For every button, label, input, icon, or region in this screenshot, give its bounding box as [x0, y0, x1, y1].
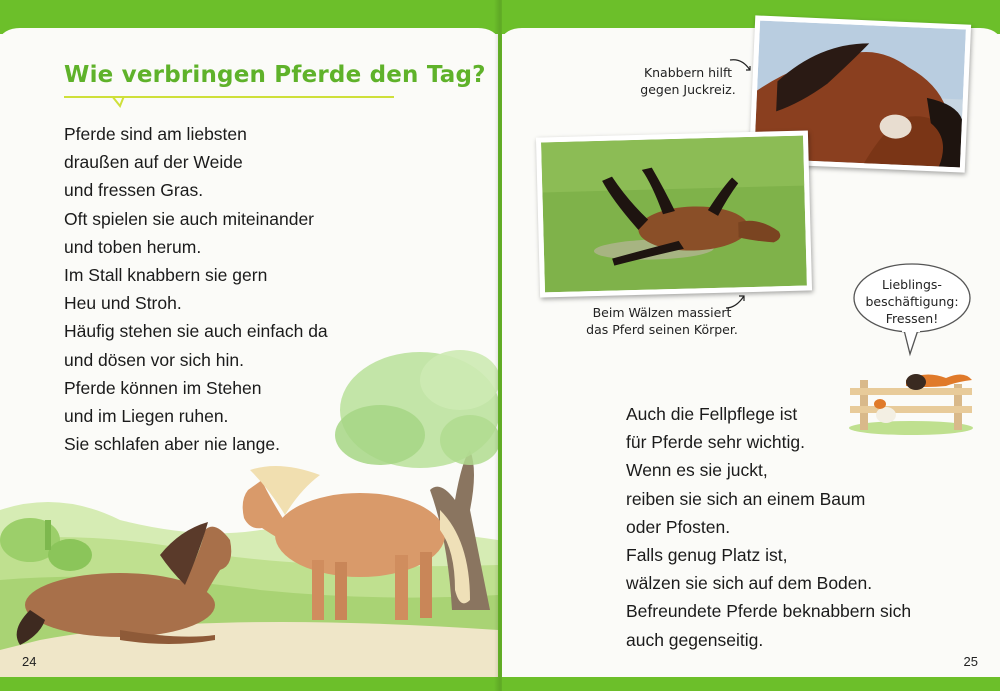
right-page	[502, 0, 1000, 691]
caption-rolling: Beim Wälzen massiert das Pferd seinen Körper.	[586, 305, 738, 337]
arrow-icon	[728, 56, 754, 74]
text-line: Wenn es sie juckt,	[626, 460, 768, 481]
bottom-green-band	[502, 677, 1000, 691]
meadow-horses-illustration	[0, 340, 498, 680]
text-line: Pferde können im Stehen	[64, 377, 262, 398]
photo-horse-rolling	[536, 130, 812, 297]
speech-bubble-text: Lieblings- beschäftigung: Fressen!	[865, 277, 959, 326]
text-line: Befreundete Pferde beknabbern sich	[626, 601, 912, 622]
bottom-green-band	[0, 677, 498, 691]
text-line: und toben herum.	[64, 236, 202, 257]
text-line: wälzen sie sich auf dem Boden.	[626, 573, 873, 594]
text-line: Falls genug Platz ist,	[626, 545, 788, 566]
text-line: oder Pfosten.	[626, 516, 731, 537]
page-number-left: 24	[22, 654, 37, 669]
text-line: für Pferde sehr wichtig.	[626, 432, 805, 453]
text-line: Oft spielen sie auch miteinander	[64, 208, 314, 229]
right-body-text	[626, 400, 911, 654]
speech-tick-icon	[110, 96, 130, 108]
text-line: Heu und Stroh.	[64, 293, 182, 314]
text-line: Sie schlafen aber nie lange.	[64, 434, 280, 455]
page-number-right: 25	[963, 654, 978, 669]
text-line: und dösen vor sich hin.	[64, 349, 244, 370]
text-line: und im Liegen ruhen.	[64, 406, 229, 427]
page-heading: Wie verbringen Pferde den Tag?	[64, 62, 486, 88]
text-line: draußen auf der Weide	[64, 152, 243, 173]
text-line: auch gegenseitig.	[626, 629, 764, 650]
caption-grooming: Knabbern hilft gegen Juckreiz.	[640, 65, 736, 97]
text-line: Im Stall knabbern sie gern	[64, 265, 268, 286]
text-line: Häufig stehen sie auch einfach da	[64, 321, 328, 342]
text-line: reiben sie sich an einem Baum	[626, 488, 866, 509]
arrow-icon	[724, 292, 748, 312]
text-line: und fressen Gras.	[64, 180, 204, 201]
text-line: Auch die Fellpflege ist	[626, 404, 798, 424]
left-page	[0, 0, 498, 691]
text-line: Pferde sind am liebsten	[64, 124, 247, 144]
